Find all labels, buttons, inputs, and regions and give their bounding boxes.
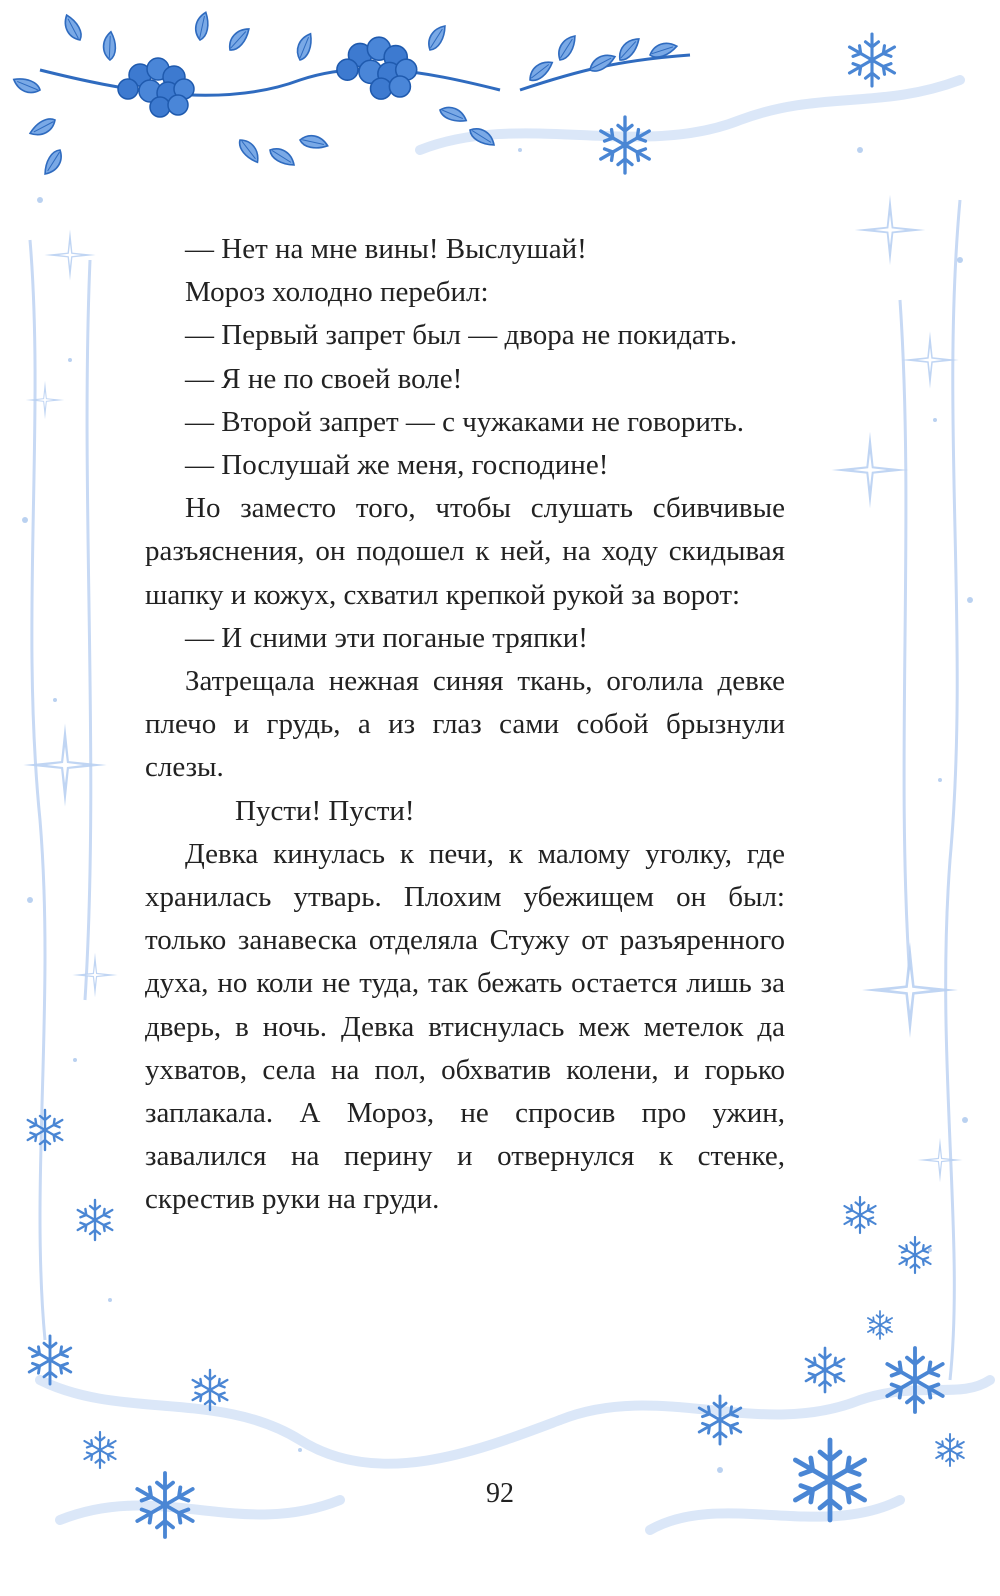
- paragraph: Пусти! Пусти!: [235, 794, 415, 827]
- body-text: [145, 228, 785, 1222]
- paragraph: Девка кинулась к печи, к малому уголку, где хранилась утварь. Плохим убежищем он был: только занавеска отделяла Стужу от разъяренного духа, но коли не туда, так бежать остается лишь за дверь, в ночь. Девка втиснулась меж метелок да ухватов, села на пол, обхватив колени, и горько заплакала. А Мороз, не спросив про ужин, завалился на перину и отвернулся к стенке, скрестив руки на груди.: [145, 837, 785, 1216]
- page-number: 92: [486, 1478, 514, 1509]
- paragraph: — Нет на мне вины! Выслушай!: [185, 233, 587, 265]
- paragraph: — Второй запрет — с чужаками не говорить.: [185, 405, 745, 438]
- paragraph: — Я не по своей воле!: [185, 362, 463, 395]
- paragraph: — Первый запрет был — двора не покидать.: [185, 319, 738, 352]
- paragraph: Затрещала нежная синяя ткань, оголила девке плечо и грудь, а из глаз сами собой брызнули слезы.: [145, 665, 785, 784]
- paragraph: Мороз холодно перебил:: [185, 276, 489, 309]
- rowan-branch-icon: [11, 11, 690, 178]
- paragraph: Но заместо того, чтобы слушать сбивчивые разъяснения, он подошел к ней, на ходу скидывая шапку и кожух, схватил крепкой рукой за ворот:: [145, 492, 785, 611]
- paragraph: — Послушай же меня, господине!: [185, 449, 609, 482]
- paragraph: — И сними эти поганые тряпки!: [185, 621, 588, 654]
